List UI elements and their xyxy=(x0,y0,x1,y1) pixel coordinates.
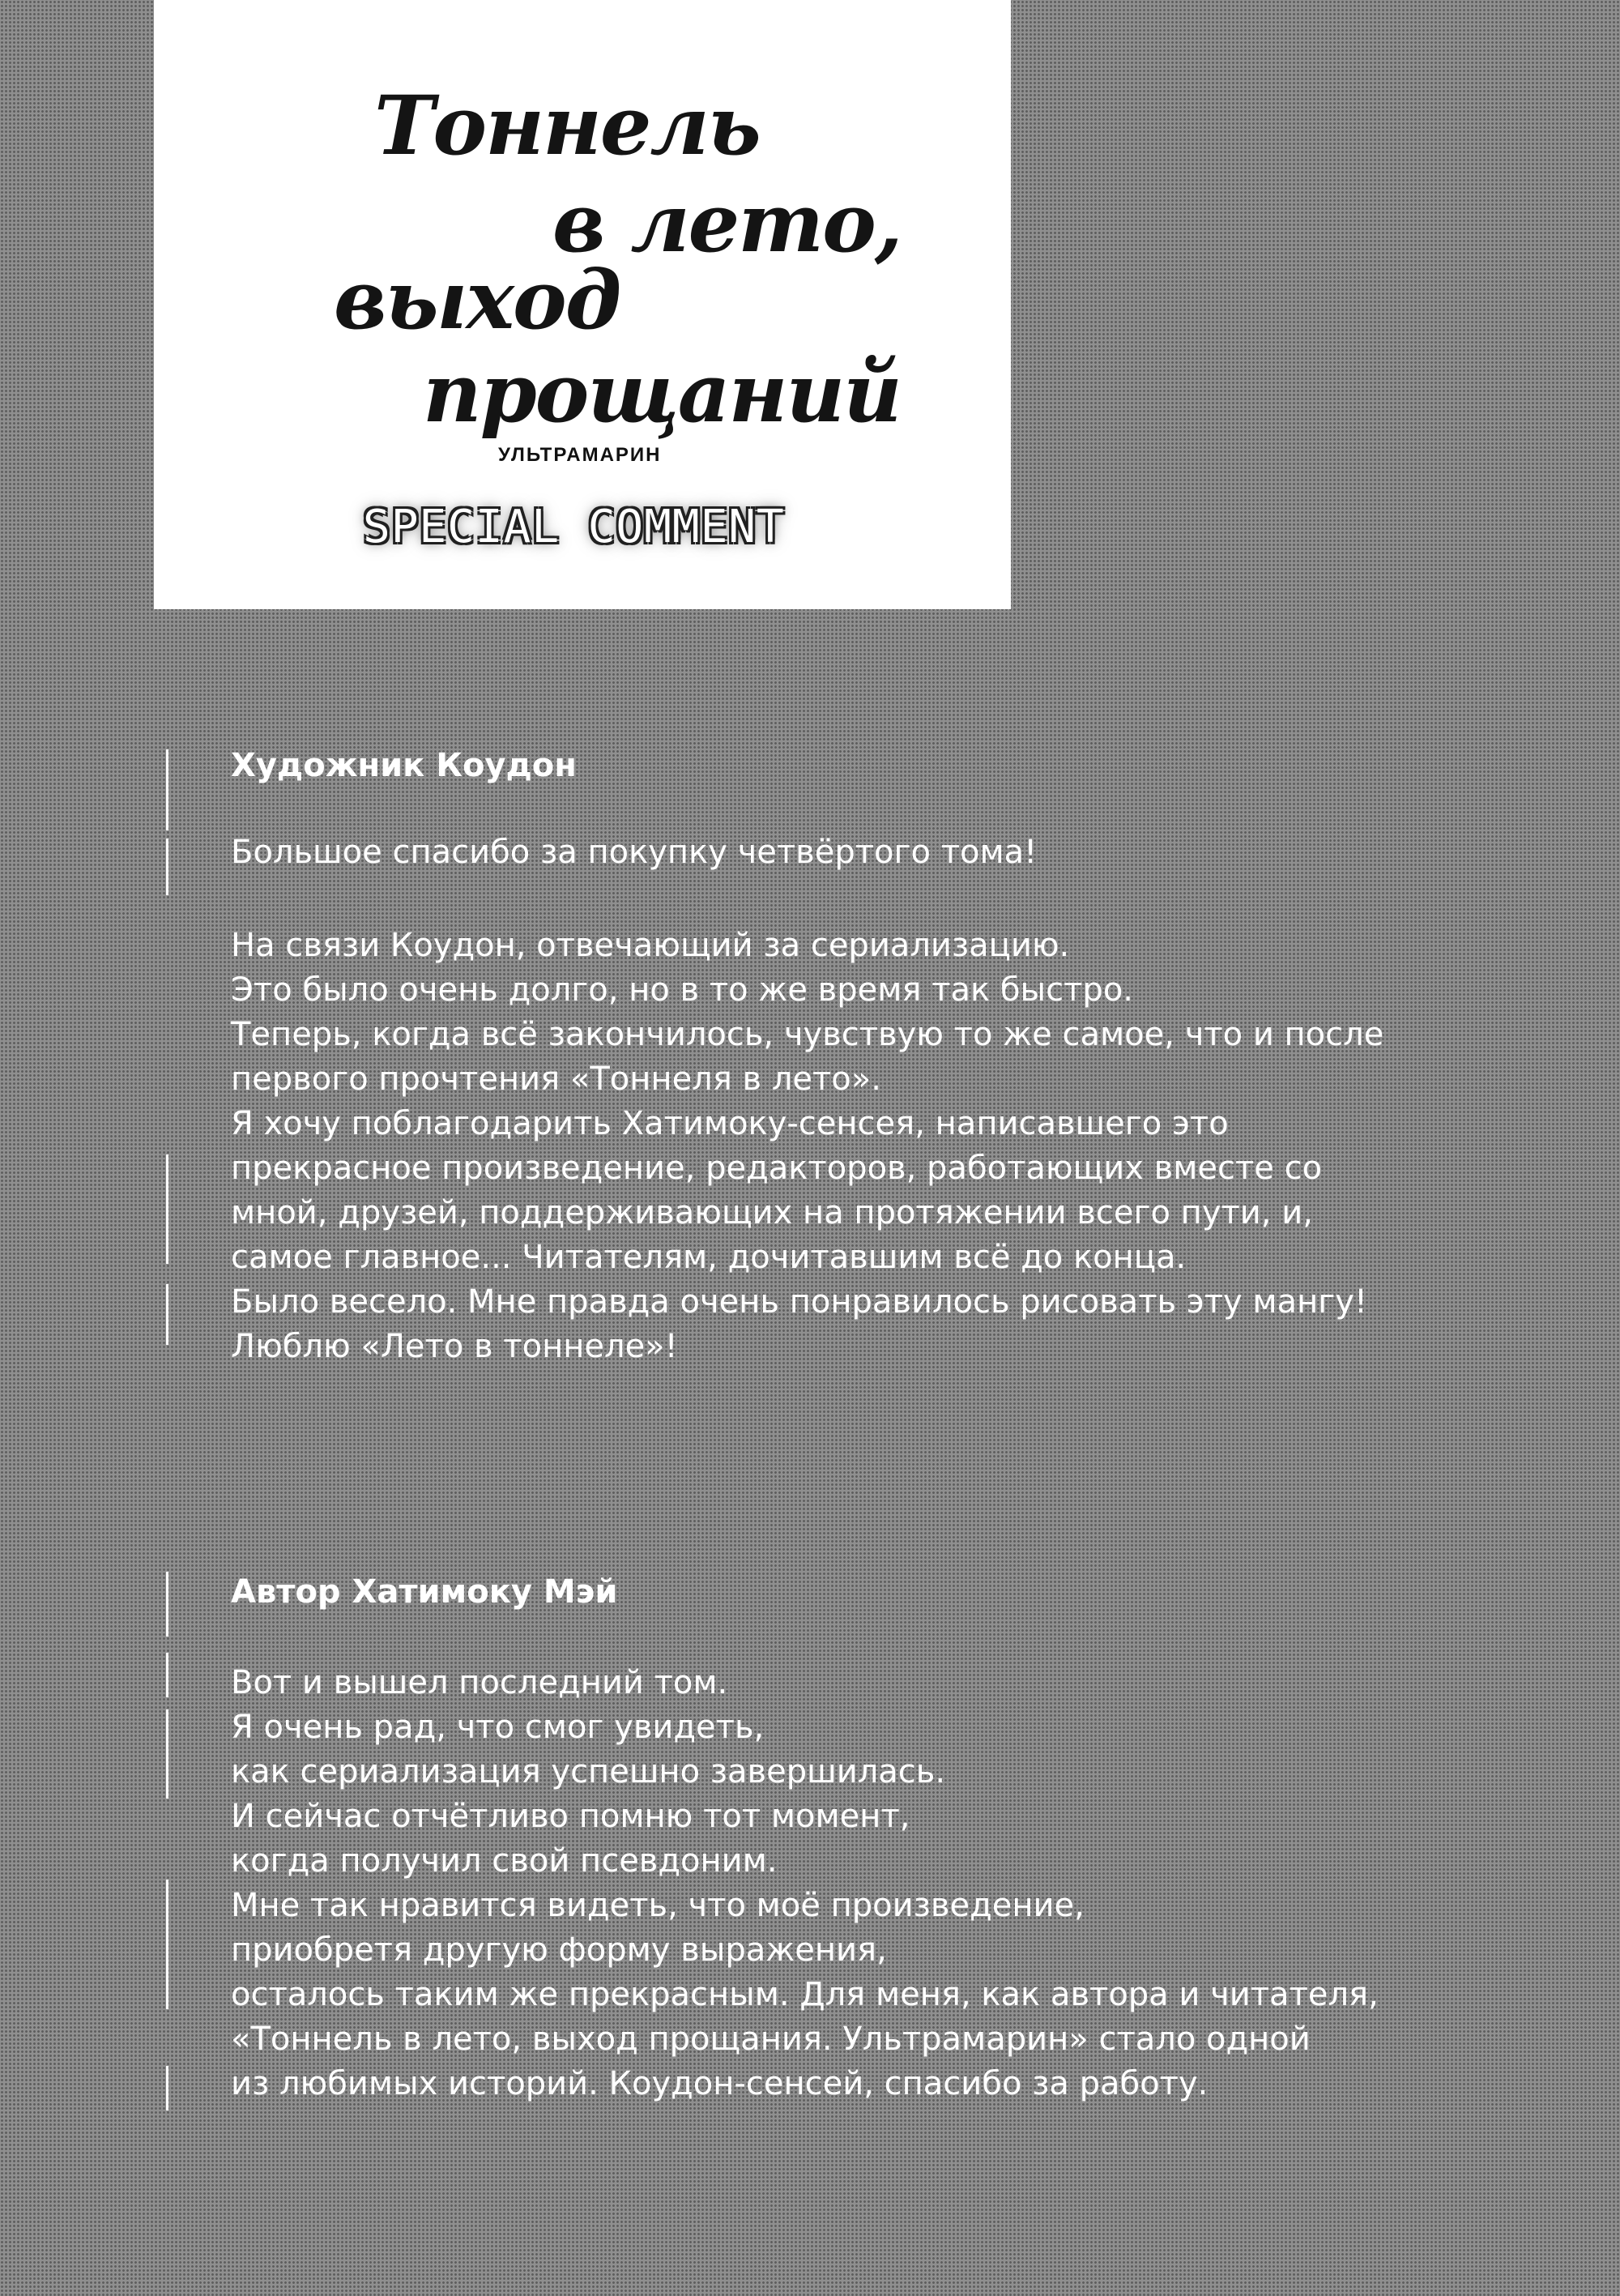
comment-body-author xyxy=(231,1661,1446,2106)
comment-line: когда получил свой псевдоним. xyxy=(231,1842,778,1880)
comment-line: из любимых историй. Коудон-сенсей, спасибо за работу. xyxy=(231,2065,1209,2102)
margin-line xyxy=(166,2066,168,2110)
comment-line: мной, друзей, поддерживающих на протяжении всего пути, и, xyxy=(231,1194,1313,1231)
comment-line: первого прочтения «Тоннеля в лето». xyxy=(231,1061,881,1098)
comment-heading-artist: Художник Коудон xyxy=(231,747,577,784)
margin-line xyxy=(166,1154,168,1264)
margin-line xyxy=(166,1284,168,1345)
comment-line: прекрасное произведение, редакторов, работающих вместе со xyxy=(231,1150,1323,1187)
title-line-1: Тоннель xyxy=(374,78,760,173)
comment-line: Я хочу поблагодарить Хатимоку-сенсея, написавшего это xyxy=(231,1105,1229,1142)
comment-line: Люблю «Лето в тоннеле»! xyxy=(231,1328,678,1365)
comment-line: Было весело. Мне правда очень понравилось рисовать эту мангу! xyxy=(231,1283,1367,1321)
comment-line: И сейчас отчётливо помню тот момент, xyxy=(231,1798,910,1835)
title-line-4: прощаний xyxy=(423,345,901,441)
comment-line: самое главное... Читателям, дочитавшим всё до конца. xyxy=(231,1239,1187,1276)
margin-line xyxy=(166,839,168,895)
margin-line xyxy=(166,1572,168,1637)
title-line-3: выход xyxy=(334,252,620,348)
comment-line: Я очень рад, что смог увидеть, xyxy=(231,1709,765,1746)
margin-line xyxy=(166,1653,168,1697)
comment-line: Теперь, когда всё закончилось, чувствую то же самое, что и после xyxy=(231,1016,1384,1053)
subtitle: УЛЬТРАМАРИН xyxy=(498,444,662,466)
comment-line: Вот и вышел последний том. xyxy=(231,1664,728,1701)
comment-body-artist xyxy=(231,924,1446,1369)
comment-line: «Тоннель в лето, выход прощания. Ультрамарин» стало одной xyxy=(231,2021,1311,2058)
comment-intro-artist: Большое спасибо за покупку четвёртого тома! xyxy=(231,834,1038,871)
margin-line xyxy=(166,1709,168,1799)
title-line-2: в лето, xyxy=(552,175,902,271)
comment-line: Мне так нравится видеть, что моё произведение, xyxy=(231,1887,1085,1924)
special-comment-label: SPECIAL COMMENT xyxy=(363,501,785,553)
comment-line: приобретя другую форму выражения, xyxy=(231,1931,887,1969)
margin-line xyxy=(166,1880,168,2009)
comment-line: Это было очень долго, но в то же время так быстро. xyxy=(231,971,1134,1009)
comment-line: как сериализация успешно завершилась. xyxy=(231,1753,946,1790)
title-card xyxy=(154,0,1011,609)
margin-line xyxy=(166,749,168,830)
comment-heading-author: Автор Хатимоку Мэй xyxy=(231,1573,618,1611)
comment-line: На связи Коудон, отвечающий за сериализацию. xyxy=(231,927,1070,964)
comment-line: осталось таким же прекрасным. Для меня, как автора и читателя, xyxy=(231,1976,1379,2013)
